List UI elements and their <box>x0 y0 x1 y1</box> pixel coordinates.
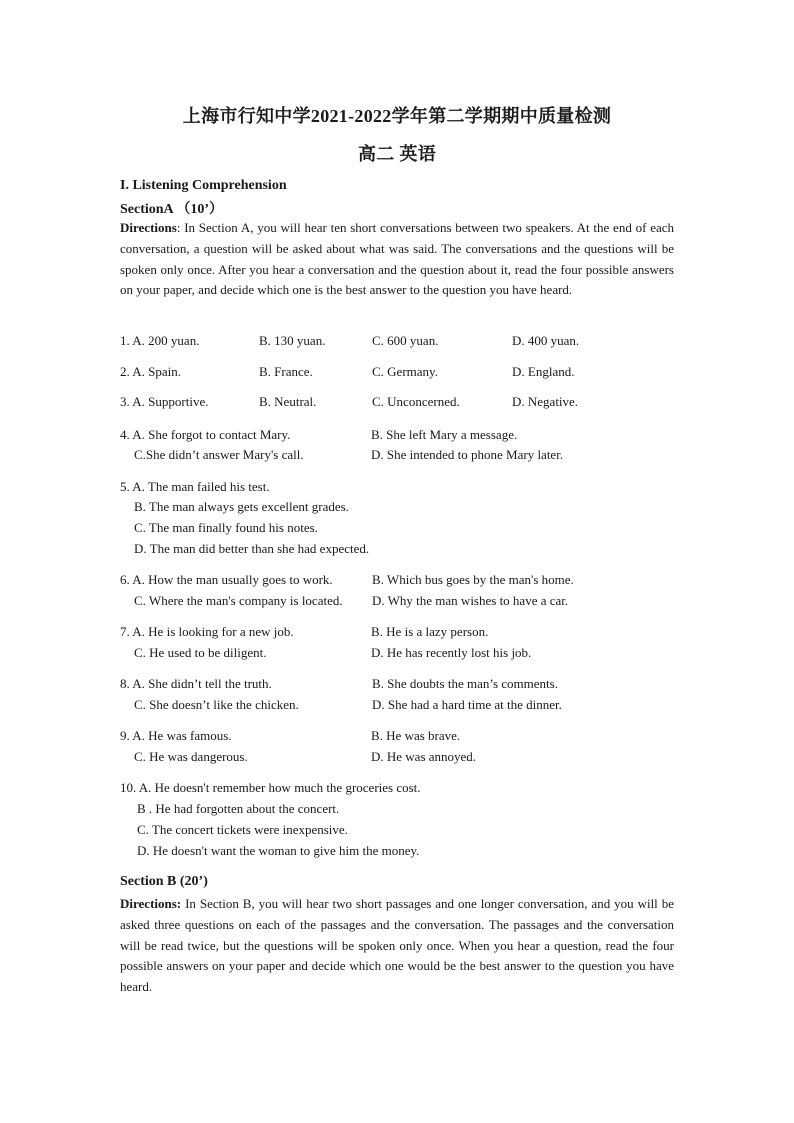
section-b-directions <box>120 894 674 998</box>
section-b-heading: Section B (20’) <box>120 874 208 889</box>
section-a-heading: SectionA （10’） <box>120 202 224 217</box>
q7-option-c: C. He used to be diligent. <box>134 645 267 660</box>
q2-option-a: 2. A. Spain. <box>120 364 182 379</box>
q6-option-b: B. Which bus goes by the man's home. <box>372 572 574 587</box>
q7-option-b: B. He is a lazy person. <box>371 624 489 639</box>
q10-option-c: C. The concert tickets were inexpensive. <box>137 822 348 837</box>
q2-option-d: D. England. <box>512 364 575 379</box>
q2-option-b: B. France. <box>259 364 313 379</box>
q8-option-d: D. She had a hard time at the dinner. <box>372 697 562 712</box>
q10-option-d: D. He doesn't want the woman to give him the money. <box>137 843 420 858</box>
q9-option-c: C. He was dangerous. <box>134 749 248 764</box>
q1-option-d: D. 400 yuan. <box>512 333 580 348</box>
part-heading: I. Listening Comprehension <box>120 178 287 193</box>
q4-option-c: C.She didn’t answer Mary's call. <box>134 447 304 462</box>
q9-option-b: B. He was brave. <box>371 728 461 743</box>
q4-option-a: 4. A. She forgot to contact Mary. <box>120 427 291 442</box>
q8-option-c: C. She doesn’t like the chicken. <box>134 697 299 712</box>
q1-option-b: B. 130 yuan. <box>259 333 326 348</box>
q7-option-d: D. He has recently lost his job. <box>371 645 532 660</box>
q5-option-b: B. The man always gets excellent grades. <box>134 499 349 514</box>
q5-option-c: C. The man finally found his notes. <box>134 520 318 535</box>
q2-option-c: C. Germany. <box>372 364 438 379</box>
q3-option-c: C. Unconcerned. <box>372 394 460 409</box>
q10-option-a: 10. A. He doesn't remember how much the groceries cost. <box>120 780 421 795</box>
exam-subtitle: 高二 英语 <box>358 144 436 164</box>
q9-option-a: 9. A. He was famous. <box>120 728 232 743</box>
q6-option-d: D. Why the man wishes to have a car. <box>372 593 569 608</box>
q5-option-d: D. The man did better than she had expected. <box>134 541 370 556</box>
q7-option-a: 7. A. He is looking for a new job. <box>120 624 294 639</box>
q4-option-b: B. She left Mary a message. <box>371 427 518 442</box>
q1-option-a: 1. A. 200 yuan. <box>120 333 200 348</box>
q3-option-b: B. Neutral. <box>259 394 317 409</box>
section-a-directions <box>120 218 674 301</box>
exam-title: 上海市行知中学2021-2022学年第二学期期中质量检测 <box>182 106 612 126</box>
q6-option-a: 6. A. How the man usually goes to work. <box>120 572 333 587</box>
q3-option-a: 3. A. Supportive. <box>120 394 209 409</box>
directions-label: Directions: <box>120 896 182 911</box>
q9-option-d: D. He was annoyed. <box>371 749 477 764</box>
q8-option-a: 8. A. She didn’t tell the truth. <box>120 676 272 691</box>
q10-option-b: B . He had forgotten about the concert. <box>137 801 340 816</box>
q4-option-d: D. She intended to phone Mary later. <box>371 447 564 462</box>
q3-option-d: D. Negative. <box>512 394 579 409</box>
q5-option-a: 5. A. The man failed his test. <box>120 479 270 494</box>
q6-option-c: C. Where the man's company is located. <box>134 593 343 608</box>
q8-option-b: B. She doubts the man’s comments. <box>372 676 558 691</box>
directions-text: : In Section A, you will hear ten short conversations between two speakers. At the end of each conversation, a question will be asked about what was said. The conversations and the questions will be spoken only once. After you hear a conversation and the question about it, read the four possible answers on your paper, and decide which one is the best answer to the question you have heard. <box>120 220 674 298</box>
q1-option-c: C. 600 yuan. <box>372 333 439 348</box>
directions-label: Directions <box>120 220 177 235</box>
directions-text: In Section B, you will hear two short passages and one longer conversation, and you will be asked three questions on each of the passages and the conversation. The passages and the conversation will be read twice, but the questions will be spoken only once. When you hear a question, read the four possible answers on your paper and decide which one would be the best answer to the question you have heard. <box>120 896 674 995</box>
